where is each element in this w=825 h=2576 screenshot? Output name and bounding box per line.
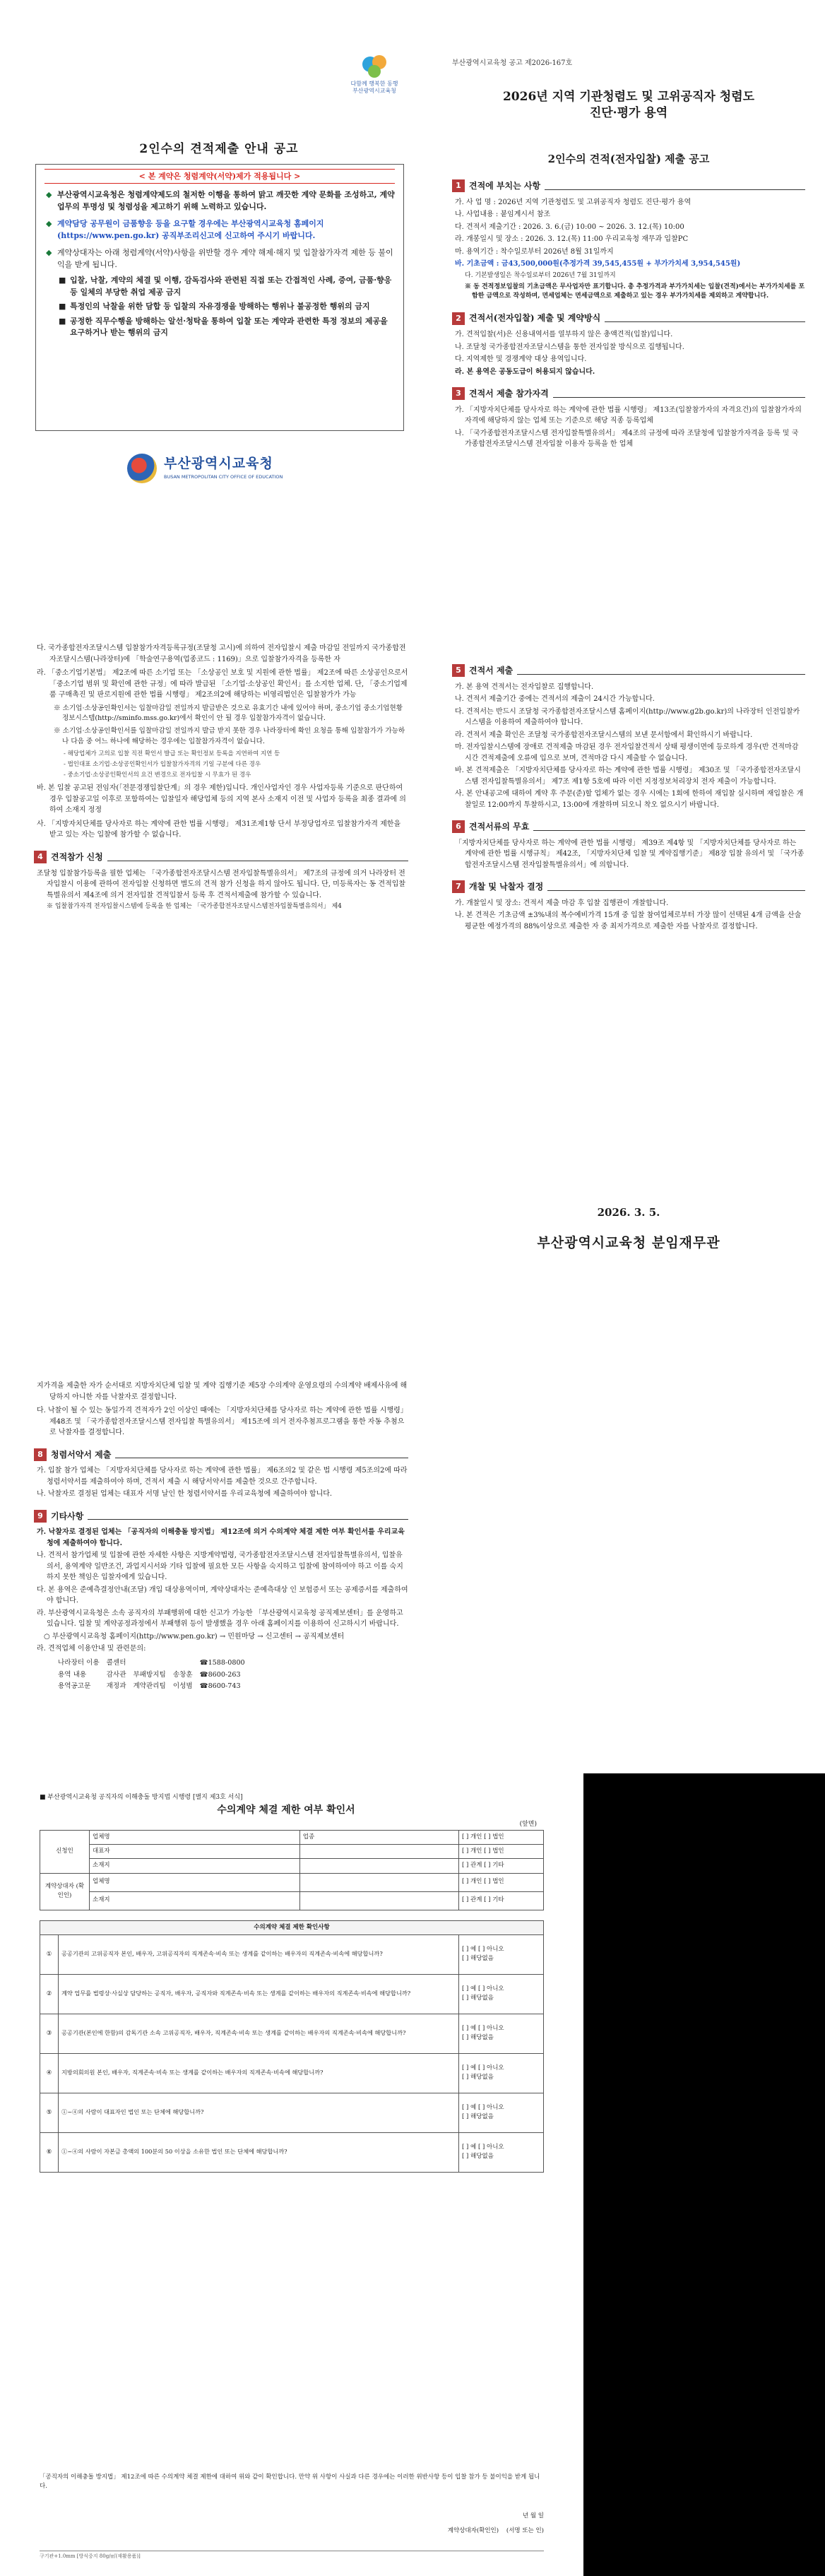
- bulletin-number: 부산광역시교육청 공고 제2026-167호: [452, 59, 573, 67]
- section-item: 나. 견적서 제출기간 중에는 견적서의 제출이 24시간 가능합니다.: [455, 695, 655, 704]
- paragraph: 라. 「중소기업기본법」 제2조에 따른 소기업 또는 「소상공인 보호 및 지원에 관한 법률」 제2조에 따른 소상공인으로서 「중소기업 범위 및 확인에 관한 규정」에 따라 발급된 「소기업·소상공인 확인서」를 소지한 업체. 단, 「중소기업제품 구매촉진 및 판로지원에 관한 법률 시행령」 제2조의2에 해당하는 비영리법인은 입찰참가가 가능: [37, 669, 408, 699]
- form-subtitle: (앞면): [519, 1821, 537, 1828]
- section-heading: 7 개찰 및 낙찰자 결정: [452, 880, 805, 894]
- answer-checkbox[interactable]: [ ] 예 [ ] 아니오 [ ] 해당없음: [459, 2014, 544, 2053]
- paragraph: 바. 본 입찰 공고된 전임자(「전문경쟁입찰단계」의 경우 제한)입니다. 개인사업자인 경우 사업자등록 기준으로 판단하여 경우 입찰공고일 이후로 포함하여는 입찰일자 해당업체 등의 지역 본사 소재지 이전 및 사업자 등록을 최종 결과에 의하여 소재지 정정: [37, 784, 406, 815]
- section-item: 나. 「국가종합전자조달시스템 전자입찰특별유의서」 제4조의 규정에 따라 조달청에 입찰참가자격을 등록 및 국가종합전자조달시스템 전자입찰 이용자 등록을 한 업체: [455, 429, 799, 449]
- square-bullet-icon: ■: [59, 302, 66, 312]
- notice-lead: ◆ 계약상대자는 아래 청렴계약(서약)사항을 위반할 경우 계약 해제·해지 및 입찰참가자격 제한 등 불이익을 받게 됩니다.: [46, 248, 393, 269]
- section-item: 가. 견적입찰(서)은 신용내역서를 열부하지 않은 총액견적(입찰)입니다.: [455, 331, 673, 338]
- notice-bullet: ◆ 계약담당 공무원이 금품향응 등을 요구할 경우에는 부산광역시교육청 홈페이지(https://www.pen.go.kr) 공직부조리신고에 신고하여 주시기 바랍니다.: [46, 219, 324, 240]
- section-item: 나. 사업내용 : 붙임계시서 참조: [455, 211, 551, 219]
- check-row: ④ 지방의회의원 본인, 배우자, 직계존속·비속 또는 생계를 같이하는 배우자의 직계존속·비속에 해당합니까? [ ] 예 [ ] 아니오 [ ] 해당없음: [40, 2053, 544, 2093]
- section-item: 「지방자치단체를 당사자로 하는 계약에 관한 법률 시행령」 제39조 제4항 및 「지방자치단체를 당사자로 하는 계약에 관한 법률 시행규칙」 제42조, 「지방자치단체 입찰 및 계약집행기준」 제8장 입찰 유의서 및 「국가종합전자조달시스템 전자입찰특별유의서」에 의합니다.: [455, 839, 805, 869]
- answer-checkbox[interactable]: [ ] 예 [ ] 아니오 [ ] 해당없음: [459, 2093, 544, 2132]
- contact-row: 용역 내용 감사관 부패방지팀 송창훈 ☎8600-263: [58, 1670, 241, 1679]
- diamond-icon: ◆: [46, 190, 52, 200]
- notice-subtitle: < 본 계약은 청렴계약(서약)제가 적용됩니다 >: [44, 169, 395, 184]
- section-item: 라. 개봉일시 및 장소 : 2026. 3. 12.(목) 11:00 우리교육청 재무과 입찰PC: [455, 235, 689, 244]
- sub-paragraph: ※ 소기업·소상공인확인서는 입찰마감일 전일까지 발급받은 것으로 유효기간 내에 있어야 하며, 중소기업 중소기업현황정보시스템(http://sminfo.mss.go.kr)에서 확인이 안 될 경우 입찰참가자격이 없습니다.: [54, 704, 403, 723]
- section-item: 나. 낙찰자로 결정된 업체는 대표자 서명 날인 한 청렴서약서를 우리교육청에 제출하여야 합니다.: [37, 1490, 333, 1499]
- contact-row: 용역공고문 재정과 계약관리팀 이성범 ☎8600-743: [58, 1682, 241, 1691]
- section-item: 마. 전자입찰시스템에 장애로 견적제출 마감된 경우 전자입찰견적서 상태 평생이면에 등로하게 경우(반 견적마감 시간 견적제출에 오류에 입으로 보며, 견적마감 다시 제출할 수 없습니다.: [455, 743, 799, 762]
- black-area: [583, 1773, 825, 2576]
- section-item: 가. 낙찰자로 결정된 업체는 「공직자의 이해충돌 방지법」 제12조에 의거 수의계약 체결 제한 여부 확인서를 우리교육청에 제출하여야 합니다.: [37, 1528, 405, 1547]
- notice-bullet: ◆ 부산광역시교육청은 청렴계약제도의 철저한 이행을 통하여 맑고 깨끗한 계약 문화를 조성하고, 계약업무의 투명성 및 청렴성을 제고하기 위해 노력하고 있습니다.: [46, 190, 395, 211]
- sub-note: - 중소기업·소상공인확인서의 요건 변경으로 전자입찰 시 무효가 된 경우: [64, 772, 251, 779]
- check-section-title: 수의계약 체결 제한 확인사항: [40, 1920, 544, 1934]
- form-bottom-line: 구기관+1.0mm [방식중지 80g/㎡(재활용품)]: [40, 2551, 544, 2560]
- section-item: 조달청 입찰참가등록을 필한 업체는 「국가종합전자조달시스템 전자입찰특별유의서」 제7조의 규정에 의거 나라장터 전자입찰시 이용에 관하여 전자입찰 신청하면 별도의 견적 참가 신청을 하지 않아도 됩니다. 단, 미등록자는 동 견적입찰특별유의서 제4조에 의거 전자입찰 견적입찰서 등록 후 견적서제출에 참가할 수 있습니다.: [37, 869, 406, 899]
- section-item: 바. 기초금액 : 금43,500,000원(추정가격 39,545,455원 + 부가가치세 3,954,545원): [455, 260, 741, 268]
- checkbox-field[interactable]: [ ] 관계 [ ] 기타: [459, 1891, 544, 1910]
- section-item: 라. 부산광역시교육청은 소속 공직자의 부패행위에 대한 신고가 가능한 「부산광역시교육청 공직제보센터」를 운영하고 있습니다. 입찰 및 계약공정과정에서 부패행위 등이 발생했을 경우 아래 홈페이지를 이용하여 신고하시기 바랍니다.: [37, 1609, 403, 1629]
- section-item: 나. 본 견적은 기초금액 ±3%내의 복수예비가격 15개 중 입찰 참여업체로부터 가장 많이 선택된 4개 금액을 산술 평균한 예정가격의 88%이상으로 제출한 자 중 최저가격으로 제출한 자를 낙찰자로 결정합니다.: [455, 911, 802, 930]
- answer-checkbox[interactable]: [ ] 예 [ ] 아니오 [ ] 해당없음: [459, 2132, 544, 2172]
- check-row: ⑥ ①~④의 사람이 자본금 총액의 100분의 50 이상을 소유한 법인 또는 단체에 해당합니까? [ ] 예 [ ] 아니오 [ ] 해당없음: [40, 2132, 544, 2172]
- section-item: 가. 입찰 참가 업체는 「지방자치단체를 당사자로 하는 계약에 관한 법률」 제6조의2 및 같은 법 시행령 제5조의2에 따라 청렴서약서를 제출하여야 하며, 견적서 제출 시 해당서약서를 제출한 것으로 간주합니다.: [37, 1467, 408, 1486]
- section-item: 마. 용역기간 : 착수일로부터 2026년 8월 31일까지: [455, 247, 614, 256]
- applicant-label: 신청인: [40, 1831, 90, 1874]
- form-row: 소재지 [ ] 관계 [ ] 기타: [40, 1859, 544, 1873]
- check-table: [40, 1920, 544, 2173]
- section-heading: 5 견적서 제출: [452, 664, 805, 678]
- check-row: ① 공공기관의 고위공직자 본인, 배우자, 고위공직자의 직계존속·비속 또는 생계를 같이하는 배우자의 직계존속·비속에 해당합니까? [ ] 예 [ ] 아니오 [ ] 해당없음: [40, 1934, 544, 1974]
- issuing-office: 부산광역시교육청 분임재무관: [537, 1235, 720, 1251]
- answer-checkbox[interactable]: [ ] 예 [ ] 아니오 [ ] 해당없음: [459, 1934, 544, 1974]
- form-table-wrap: [40, 1830, 544, 2173]
- checkbox-field[interactable]: [ ] 개인 [ ] 법인: [459, 1873, 544, 1891]
- notice-box: [35, 164, 404, 431]
- section-item: 다. 견적서는 반드시 조달청 국가종합전자조달시스템 홈페이지(http://www.g2b.go.kr)의 나라장터 인전입찰카시스템을 이용하여 제출하여야 합니다.: [455, 707, 800, 727]
- section-heading: 3 견적서 제출 참가자격: [452, 387, 805, 401]
- section-item: 가. 개찰일시 및 장소: 견적서 제출 마감 후 입찰 집행관이 개찰합니다.: [455, 899, 669, 907]
- form-title: 수의계약 체결 제한 여부 확인서: [217, 1804, 355, 1816]
- checkbox-field[interactable]: [ ] 관계 [ ] 기타: [459, 1859, 544, 1873]
- answer-checkbox[interactable]: [ ] 예 [ ] 아니오 [ ] 해당없음: [459, 1974, 544, 2014]
- diamond-icon: ◆: [46, 248, 52, 258]
- section-note: ※ 동 견적정보입찰의 기초금액은 무사업자만 표기합니다. 총 추정가격과 부가가치세는 입찰(견적)에서는 부가가치세를 포함한 금액으로 작성하며, 면세업체는 면세금액으로 제출하고 있는 경우 부가가치세를 제외하고 계약합니다.: [465, 283, 805, 300]
- section-item: 가. 「지방자치단체를 당사자로 하는 계약에 관한 법률 시행령」 제13조(입찰참가자의 자격요건)의 입찰참가자의 자격에 해당하지 않는 업체 또는 기준으로 해당 직종 등록업체: [455, 406, 802, 425]
- page-3: [0, 1378, 825, 1773]
- section-heading: 9 기타사항: [34, 1510, 408, 1523]
- notice-rule: ■ 공정한 직무수행을 방해하는 알선·청탁을 통하여 입찰 또는 계약과 관련한 특정 정보의 제공을 요구하거나 받는 행위의 금지: [59, 316, 388, 338]
- contact-row: 나라장터 이용 콜센터 ☎1588-0800: [58, 1658, 245, 1667]
- section-note: 다. 기본발생일은 착수일로부터 2026년 7월 31일까지: [465, 271, 616, 279]
- page2-right: [452, 640, 805, 933]
- section-item: 라. 견적서 제출 확인은 조달청 국가종합전자조달시스템의 보낸 문서함에서 확인하시기 바랍니다.: [455, 731, 753, 739]
- doc-title: 2026년 지역 기관청렴도 및 고위공직자 청렴도 진단·평가 용역: [502, 90, 755, 120]
- section-heading: 2 견적서(전자입찰) 제출 및 계약방식: [452, 312, 805, 325]
- section-heading: 8 청렴서약서 제출: [34, 1448, 408, 1462]
- paragraph: 다. 낙찰이 될 수 있는 동일가격 견적자가 2인 이상인 때에는 「지방자치단체를 당사자로 하는 계약에 관한 법률 시행령」 제48조 및 「국가종합전자조달시스템 전자입찰 특별유의서」 제15조에 의거 전자추첨프로그램을 통한 자동 추첨으로 낙찰자를 결정합니다.: [37, 1407, 408, 1436]
- paragraph: 사. 「지방자치단체를 당사자로 하는 계약에 관한 법률 시행령」 제31조제1항 단서 부정당업자로 입찰참가자격 제한을 받고 있는 자는 입찰에 참가할 수 없습니다.: [37, 820, 401, 839]
- contact-intro: 라. 견적업체 이용안내 및 관련문의:: [37, 1645, 146, 1653]
- edu-logo-name: 부산광역시교육청: [164, 456, 273, 471]
- sub-note: - 해당업체가 고의로 입찰 직전 확인서 발급 또는 확인정보 등록을 지연하여 지연 등: [64, 750, 280, 757]
- section-item: 가. 본 용역 견적서는 전자입찰로 집행합니다.: [455, 683, 594, 691]
- section-note: ※ 입찰참가자격 전자입찰시스템에 등록을 한 업체는 「국가종합전자조달시스템전자입찰특별유의서」 제4: [47, 903, 342, 911]
- report-site: ○ 부산광역시교육청 홈페이지(http://www.pen.go.kr) → 민원마당 → 신고센터 → 공직제보센터: [44, 1632, 345, 1641]
- section-heading: 4 견적참가 신청: [34, 851, 408, 864]
- edu-office-logo: [127, 452, 318, 488]
- paragraph: 지가격을 제출한 자가 순서대로 지방자치단체 입찰 및 계약 집행기준 제5장 수의계약 운영요령의 수의계약 배제사유에 해당하지 아니한 자를 낙찰자로 결정합니다.: [37, 1382, 408, 1401]
- city-logo-icon: [357, 54, 392, 79]
- sub-note: - 법인대표 소기업·소상공인확인서가 입찰참가자격의 기일 구분에 다른 경우: [64, 761, 261, 769]
- page-2: [0, 615, 825, 1378]
- section-heading: 6 견적서류의 무효: [452, 820, 805, 834]
- page1-sections: [452, 170, 805, 451]
- company-label: 계약상대자 (확인인): [40, 1873, 90, 1910]
- edu-logo-eng: BUSAN METROPOLITAN CITY OFFICE OF EDUCATION: [164, 474, 283, 480]
- form-header: ■ 부산광역시교육청 공직자의 이해충돌 방지법 시행령 [별지 제3호 서식]: [40, 1794, 243, 1801]
- sub-paragraph: ※ 소기업·소상공인확인서를 입찰마감일 전일까지 발급 받지 못한 경우 나라장터에 확인 요청을 통해 입찰참가가 가능하나 다음 중 어느 하나에 해당하는 경우에는 입찰참가자격이 없습니다.: [54, 727, 405, 746]
- notice-date: 2026. 3. 5.: [597, 1206, 660, 1219]
- check-row: ② 계약 업무를 법령상·사실상 담당하는 공직자, 배우자, 공직자와 직계존속·비속 또는 생계를 같이하는 배우자의 직계존속·비속에 해당합니까? [ ] 예 [ ] 아니오 [ ] 해당없음: [40, 1974, 544, 2014]
- page2-left: [34, 640, 408, 914]
- answer-checkbox[interactable]: [ ] 예 [ ] 아니오 [ ] 해당없음: [459, 2053, 544, 2093]
- diamond-icon: ◆: [46, 219, 52, 229]
- page-1: [0, 0, 825, 615]
- notice-rule: ■ 입찰, 낙찰, 계약의 체결 및 이행, 감독검사와 관련된 직접 또는 간접적인 사례, 증여, 금품·향응 등 일체의 부당한 취업 제공 금지: [59, 276, 392, 297]
- form-footnote: 「공직자의 이해충돌 방지법」 제12조에 따른 수의계약 체결 제한에 대하여 위와 같이 확인합니다. 만약 위 사항이 사실과 다른 경우에는 이러한 위반사항 등이 입찰 참가 등 불이익을 받게 됩니다.: [40, 2474, 540, 2490]
- check-row: ③ 공공기관(본인에 한함)의 감독기관 소속 고위공직자, 배우자, 직계존속·비속 또는 생계를 같이하는 배우자의 직계존속·비속에 해당합니까? [ ] 예 [ ] 아니오 [ ] 해당없음: [40, 2014, 544, 2053]
- section-item: 다. 지역제한 및 경쟁계약 대상 용역입니다.: [455, 355, 587, 363]
- edu-emblem-icon: [127, 454, 157, 483]
- section-item: 나. 견적서 참가업체 및 입찰에 관한 자세한 사항은 지방계약법령, 국가종합전자조달시스템 전자입찰특별유의서, 입찰유의서, 용역계약 일반조건, 과업지시서와 기타 입찰에 필요한 모든 사항을 숙지하고 입찰에 참여하여야 하고 이를 숙지하지 못한 책임은 입찰자에게 있습니다.: [37, 1552, 403, 1582]
- form-row: 대표자 [ ] 개인 [ ] 법인: [40, 1845, 544, 1859]
- page3-left: [34, 1378, 408, 1693]
- city-logo-name: 부산광역시교육청: [352, 88, 396, 94]
- checkbox-field[interactable]: [ ] 개인 [ ] 법인: [459, 1845, 544, 1859]
- checkbox-field[interactable]: [ ] 개인 [ ] 법인: [459, 1831, 544, 1845]
- form-row: 신청인 업체명 업종 [ ] 개인 [ ] 법인: [40, 1831, 544, 1845]
- check-row: ⑤ ①~④의 사람이 대표자인 법인 또는 단체에 해당합니까? [ ] 예 [ ] 아니오 [ ] 해당없음: [40, 2093, 544, 2132]
- section-item: 사. 본 안내공고에 대하여 계약 후 주문(준)할 업체가 없는 경우 시에는 1회에 한하여 재입찰 실시하며 재입찰은 개찰일로 12:00까지 투찰하시고, 13:00에 개찰하며 되오니 착오 없으시기 바랍니다.: [455, 790, 804, 809]
- notice-title: 2인수의 견적제출 안내 공고: [139, 142, 299, 156]
- contact-table: [58, 1658, 252, 1694]
- form-table: [40, 1830, 544, 1910]
- paragraph: 다. 국가종합전자조달시스템 입찰참가자격등록규정(조달청 고시)에 의하여 전자입찰시 제출 마감일 전일까지 국가종합전자조달시스템(나라장터)에 「학술연구용역(업종코드 : 1169)」으로 입찰참가자격을 등록한 자: [37, 644, 406, 663]
- section-item: 다. 본 용역은 준예측결정안내(조달) 개입 대상용역이며, 계약상대자는 준예측대상 인 보험증서 또는 공제증서를 제출하여야 합니다.: [37, 1585, 408, 1605]
- form-row: 계약상대자 (확인인) 업체명 [ ] 개인 [ ] 법인: [40, 1873, 544, 1891]
- section-item: 나. 조달청 국가종합전자조달시스템을 통한 전자입찰 방식으로 집행됩니다.: [455, 343, 684, 351]
- square-bullet-icon: ■: [59, 316, 66, 326]
- check-header-row: [40, 1920, 544, 1934]
- notice-rule: ■ 특정인의 낙찰을 위한 담합 등 입찰의 자유경쟁을 방해하는 행위나 불공정한 행위의 금지: [70, 301, 395, 313]
- city-logo: [332, 54, 417, 95]
- section-item: 바. 본 견적제출은 「지방자치단체를 당사자로 하는 계약에 관한 법률 시행령」 제30조 및 「국가종합전자조달시스템 전자입찰특별유의서」 제7조 제1항 5호에 따라 이런 지정정보처리장치 전자 제출이 가능합니다.: [455, 767, 801, 786]
- section-heading: 1 견적에 부치는 사항: [452, 179, 805, 193]
- form-signature: 년 월 일 계약상대자(확인인) (서명 또는 인): [447, 2512, 544, 2535]
- doc-subtitle: 2인수의 견적(전자입찰) 제출 공고: [547, 153, 710, 165]
- form-row: 소재지 [ ] 관계 [ ] 기타: [40, 1891, 544, 1910]
- section-item: 가. 사 업 명 : 2026년 지역 기관청렴도 및 고위공직자 청렴도 진단·평가 용역: [455, 198, 692, 206]
- city-logo-tagline: 다함께 행복한 동행: [350, 81, 398, 87]
- square-bullet-icon: ■: [59, 276, 66, 285]
- section-item: 라. 본 용역은 공동도급이 허용되지 않습니다.: [455, 367, 595, 376]
- section-item: 다. 견적서 제출기간 : 2026. 3. 6.(금) 10:00 ~ 2026. 3. 12.(목) 10:00: [455, 223, 684, 231]
